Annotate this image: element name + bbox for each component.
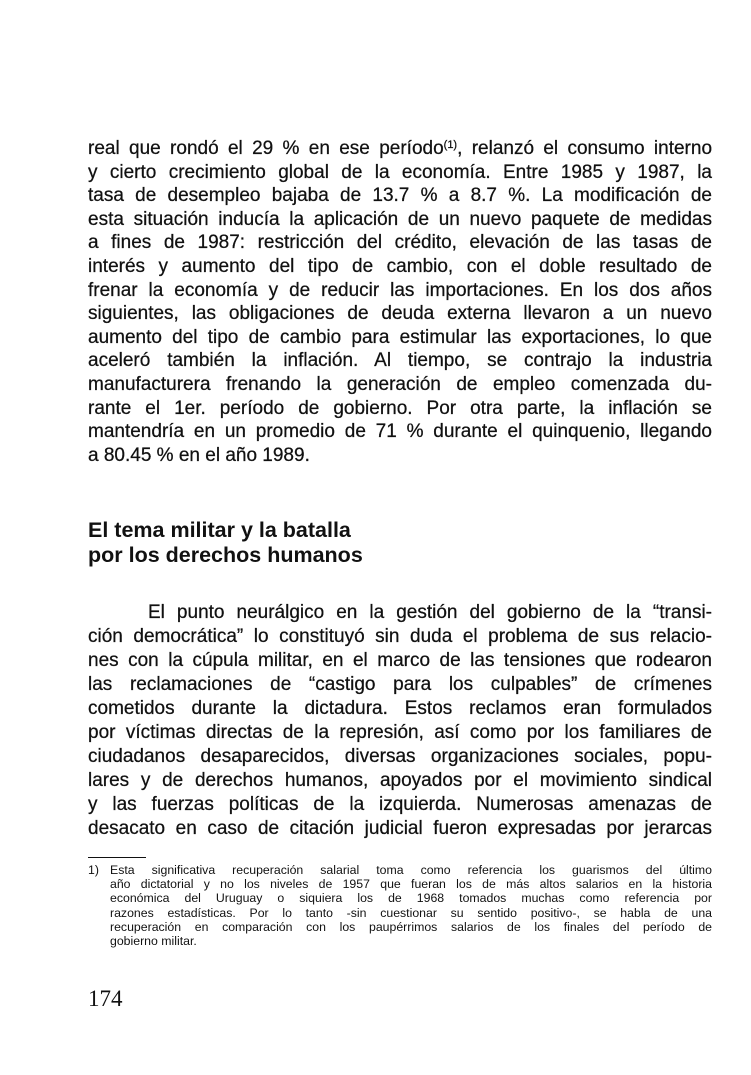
text-line: ción democrática” lo constituyó sin duda el problema de sus relacio-: [88, 626, 712, 647]
text-line: cometidos durante la dictadura. Estos reclamos eran formulados: [88, 698, 712, 719]
text-line: esta situación inducía la aplicación de un nuevo paquete de medidas: [88, 208, 712, 230]
text-line: siguientes, las obligaciones de deuda externa llevaron a un nuevo: [88, 303, 712, 325]
footnote-text: [110, 863, 712, 948]
text-line: desacato en caso de citación judicial fueron expresadas por jerarcas: [88, 818, 712, 839]
text-line: frenar la economía y de reducir las importaciones. En los dos años: [88, 279, 712, 301]
heading-line: El tema militar y la batalla: [88, 518, 351, 542]
text-line: a 80.45 % en el año 1989.: [88, 444, 310, 466]
text-line: lares y de derechos humanos, apoyados por el movimiento sindical: [88, 770, 712, 791]
page-number: 174: [88, 986, 123, 1011]
footnote-reference: (1): [443, 139, 458, 151]
heading-line: por los derechos humanos: [88, 543, 363, 567]
text-line: manufacturera frenando la generación de empleo comenzada du-: [88, 373, 712, 395]
footnote: [88, 863, 712, 948]
text-line: recuperación en comparación con los paupérrimos salarios de los finales del período de: [110, 919, 712, 934]
text-line: nes con la cúpula militar, en el marco de las tensiones que rodearon: [88, 650, 712, 671]
footnote-separator: [88, 857, 146, 858]
body-paragraph-1: [88, 137, 712, 467]
text-line: El punto neurálgico en la gestión del gobierno de la “transi-: [148, 602, 712, 623]
text-line: ciudadanos desaparecidos, diversas organizaciones sociales, popu-: [88, 746, 712, 767]
text-line: Esta significativa recuperación salarial toma como referencia los guarismos del último: [110, 863, 712, 877]
text-line: rante el 1er. período de gobierno. Por otra parte, la inflación se: [88, 397, 712, 419]
text-line: económica del Uruguay o siquiera los de 1968 tomados muchas como referencia por: [110, 891, 712, 906]
text-line: aumento del tipo de cambio para estimular las exportaciones, lo que: [88, 326, 712, 348]
text-line: aceleró también la inflación. Al tiempo, se contrajo la industria: [88, 350, 712, 372]
text-line: y cierto crecimiento global de la economía. Entre 1985 y 1987, la: [88, 161, 712, 183]
body-paragraph-2: [88, 601, 712, 841]
text-line: y las fuerzas políticas de la izquierda. Numerosas amenazas de: [88, 794, 712, 815]
text-line: a fines de 1987: restricción del crédito, elevación de las tasas de: [88, 232, 712, 254]
text-line: tasa de desempleo bajaba de 13.7 % a 8.7 %. La modificación de: [88, 185, 712, 207]
text-line: por víctimas directas de la represión, así como por los familiares de: [88, 722, 712, 743]
section-heading: [88, 518, 712, 568]
text-line: razones estadísticas. Por lo tanto -sin cuestionar su sentido positivo-, se habla de una: [110, 905, 712, 920]
text-line: interés y aumento del tipo de cambio, con el doble resultado de: [88, 255, 712, 277]
footnote-number: 1): [88, 863, 99, 877]
text-line: gobierno militar.: [110, 934, 197, 949]
text-line: año dictatorial y no los niveles de 1957 que fueran los de más altos salarios en la historia: [110, 877, 712, 892]
text-line: real que rondó el 29 % en ese período$^{(1)}$, relanzó el consumo interno: [88, 138, 713, 159]
text-line: las reclamaciones de “castigo para los culpables” de crímenes: [88, 674, 712, 695]
text-line: mantendría en un promedio de 71 % durante el quinquenio, llegando: [88, 421, 712, 443]
